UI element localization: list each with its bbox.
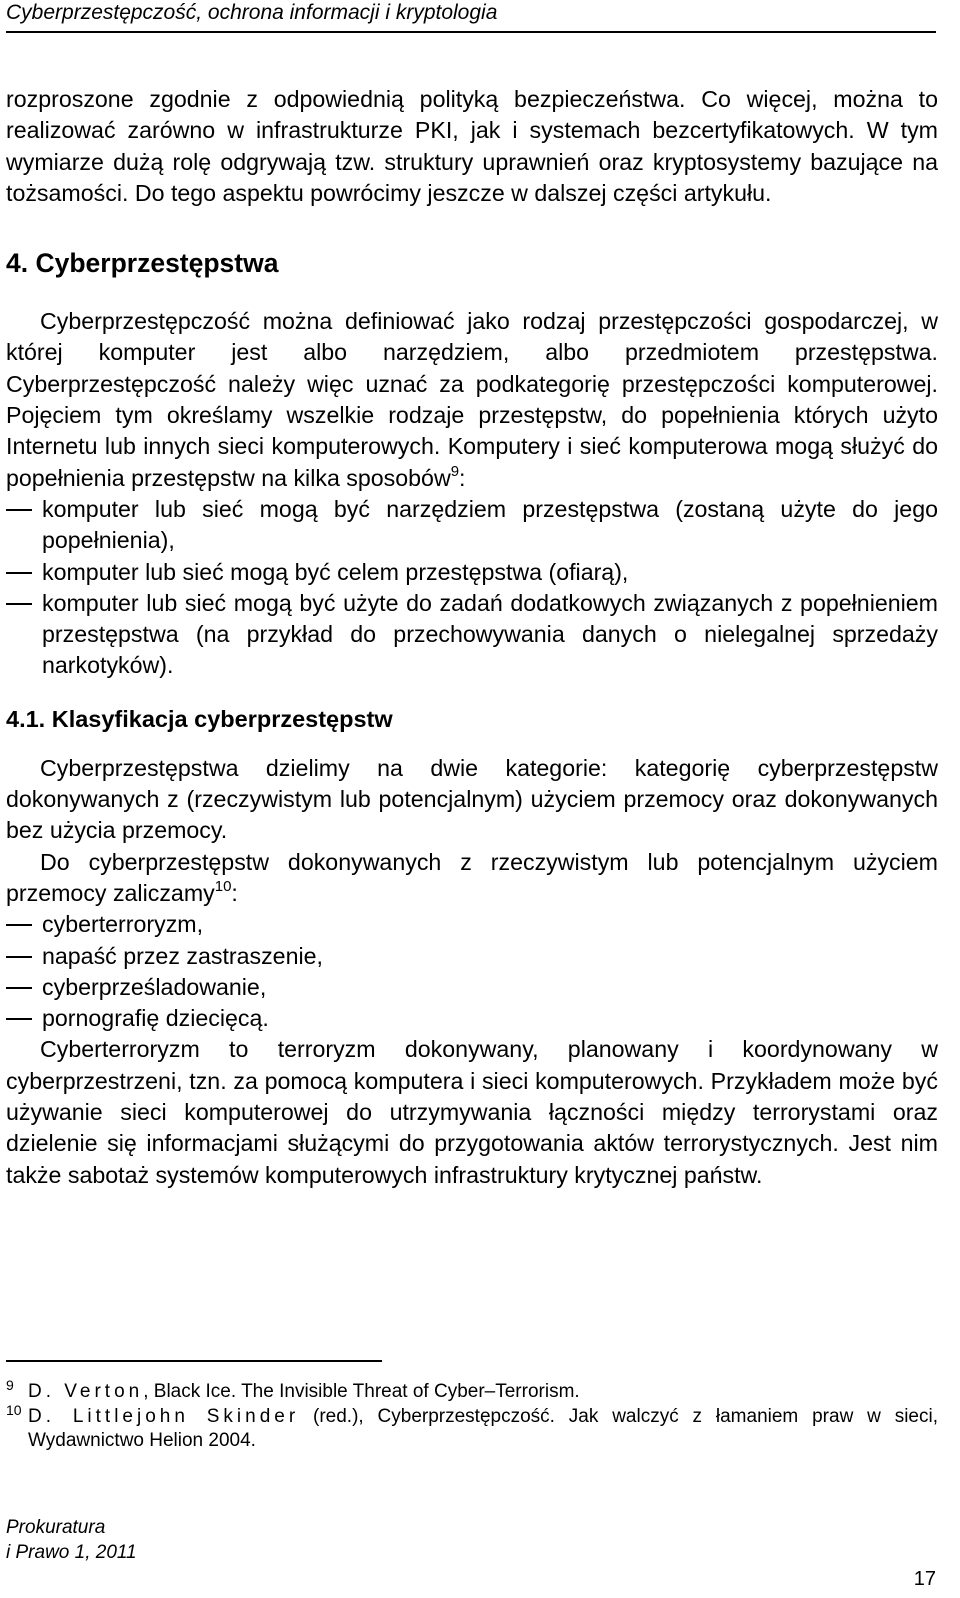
list-item-text: komputer lub sieć mogą być celem przestępstwa (ofiarą), [42, 558, 629, 585]
section-paragraph-tail: : [459, 464, 466, 491]
list-item-text: napaść przez zastraszenie, [42, 942, 323, 969]
header-title: Cyberprzestępczość, ochrona informacji i kryptologia [6, 1, 498, 24]
dash-marker [6, 572, 32, 574]
violent-paragraph-tail: : [231, 879, 238, 906]
list-item [6, 557, 938, 588]
dash-marker [6, 603, 32, 605]
dash-marker [6, 509, 32, 511]
list-item [6, 494, 938, 557]
violent-paragraph [6, 847, 938, 910]
list-item [6, 1003, 938, 1034]
section-paragraph [6, 306, 938, 494]
list-item-text: komputer lub sieć mogą być narzędziem przestępstwa (zostaną użyte do jego popełnienia), [42, 495, 938, 554]
dash-marker [6, 956, 32, 958]
classification-paragraph: Cyberprzestępstwa dzielimy na dwie kategorie: kategorię cyberprzestępstw dokonywanych z (rzeczywistym lub potencjalnym) użyciem przemocy oraz dokonywanych bez użycia przemocy. [6, 754, 938, 844]
list-item-text: pornografię dziecięcą. [42, 1005, 269, 1032]
footnote-divider [6, 1360, 382, 1362]
footnote-number: 9 [6, 1377, 14, 1393]
footnote-ref[interactable]: 10 [214, 877, 232, 895]
footnote [6, 1377, 938, 1404]
intro-paragraph: rozproszone zgodnie z odpowiednią polityką bezpieczeństwa. Co więcej, można to realizować zarówno w infrastrukturze PKI, jak i systemach bezcertyfikatowych. W tym wymiarze dużą rolę odgrywają tzw. struktury uprawnień oraz kryptosystemy bazujące na tożsamości. Do tego aspektu powrócimy jeszcze w dalszej części artykułu. [6, 86, 938, 206]
article-body [6, 84, 938, 1191]
list-item [6, 588, 938, 682]
footnote-author: D. Verton [28, 1381, 144, 1402]
dash-marker [6, 1018, 32, 1020]
list-item [6, 909, 938, 940]
footnote-author: D. Littlejohn Skinder [28, 1406, 300, 1427]
cyberterrorism-paragraph: Cyberterroryzm to terroryzm dokonywany, planowany i koordynowany w cyberprzestrzeni, tzn. za pomocą komputera i sieci komputerowych. Przykładem może być używanie sieci komputerowej do utrzymywania łączności między terrorystami oraz dzielenie się informacjami służącymi do przygotowania aktów terrorystycznych. Jest nim także sabotaż systemów komputerowych infrastruktury krytycznej państw. [6, 1036, 938, 1188]
list-item-text: komputer lub sieć mogą być użyte do zadań dodatkowych związanych z popełnieniem przestępstwa (na przykład do przechowywania danych o nielegalnej sprzedaży narkotyków). [42, 589, 938, 679]
footnote-ref[interactable]: 9 [450, 462, 460, 480]
dash-marker [6, 987, 32, 989]
list-item-text: cyberprześladowanie, [42, 973, 267, 1000]
journal-footer [6, 1515, 137, 1565]
violent-paragraph-text: Do cyberprzestępstw dokonywanych z rzeczywistym lub potencjalnym użyciem przemocy zaliczamy [6, 848, 938, 906]
page-number: 17 [913, 1568, 936, 1590]
section-paragraph-text: Cyberprzestępczość można definiować jako rodzaj przestępczości gospodarczej, w której komputer jest albo narzędziem, albo przedmiotem przestępstwa. Cyberprzestępczość należy więc uznać za podkategorię przestępczości komputerowej. Pojęciem tym określamy wszelkie rodzaje przestępstw, do popełnienia których użyto Internetu lub innych sieci komputerowych. Komputery i sieć komputerowa mogą służyć do popełnienia przestępstw na kilka sposobów [6, 308, 938, 491]
footnote-text: , Black Ice. The Invisible Threat of Cyber–Terrorism. [143, 1381, 580, 1402]
dash-marker [6, 924, 32, 926]
footnote-text: (red.), Cyberprzestępczość. Jak walczyć z łamaniem praw w sieci, Wydawnictwo Helion 2004. [28, 1406, 938, 1451]
footnote-number: 10 [6, 1402, 22, 1418]
ways-list [6, 494, 938, 682]
violent-crimes-list [6, 909, 938, 1034]
journal-name: Prokuratura [6, 1517, 106, 1538]
subsection-heading: 4.1. Klasyfikacja cyberprzestępstw [6, 705, 393, 732]
list-item-text: cyberterroryzm, [42, 911, 204, 938]
running-header [6, 0, 936, 33]
footnote [6, 1402, 938, 1453]
section-heading: 4. Cyberprzestępstwa [6, 248, 279, 279]
journal-issue: i Prawo 1, 2011 [6, 1542, 137, 1563]
list-item [6, 941, 938, 972]
list-item [6, 972, 938, 1003]
